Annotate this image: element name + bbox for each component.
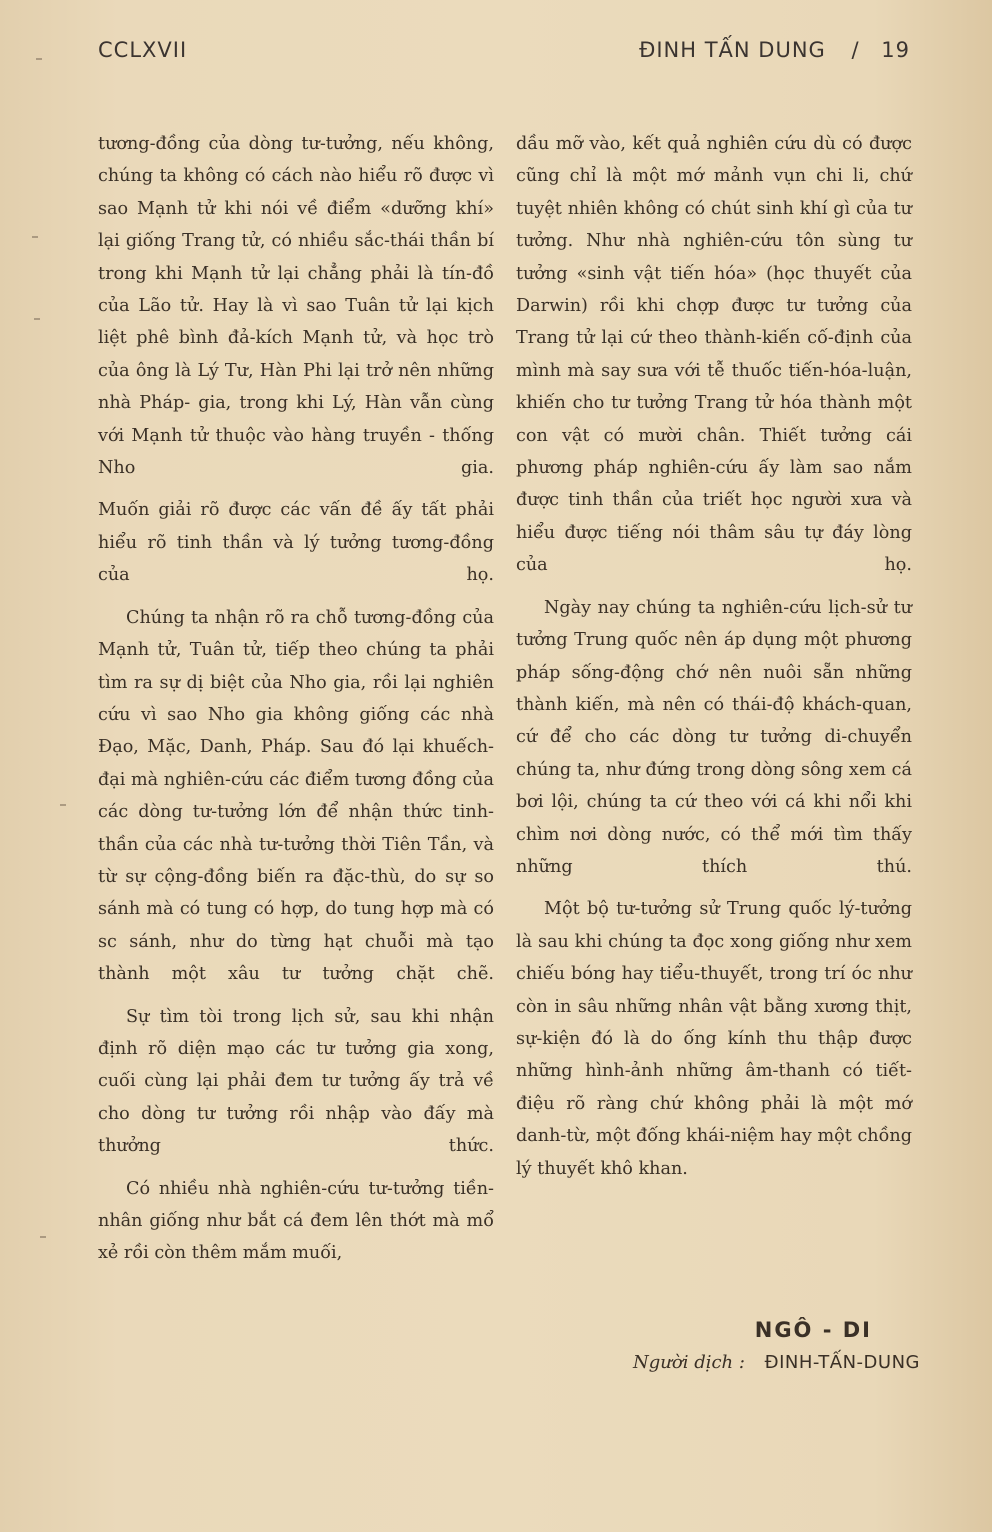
- margin-speck: [40, 1236, 46, 1238]
- page-header: [98, 32, 910, 68]
- paragraph: tương-đồng của dòng tư-tưởng, nếu không, chúng ta không có cách nào hiểu rõ được vì sao Mạnh tử khi nói về điểm «dưỡng khí» lại giống Trang tử, có nhiều sắc-thái thần bí trong khi Mạnh tử lại chẳng phải là tín-đồ của Lão tử. Hay là vì sao Tuân tử lại kịch liệt phê bình đả-kích Mạnh tử, và học trò của ông là Lý Tư, Hàn Phi lại trở nên những nhà Pháp- gia, trong khi Lý, Hàn vẫn cùng với Mạnh tử thuộc vào hàng truyền - thống Nho gia.: [98, 134, 494, 479]
- paragraph: Ngày nay chúng ta nghiên-cứu lịch-sử tư tưởng Trung quốc nên áp dụng một phương pháp sống-động chớ nên nuôi sẵn những thành kiến, mà nên có thái-độ khách-quan, cứ để cho các dòng tư tưởng di-chuyển chúng ta, như đứng trong dòng sông xem cá bơi lội, chúng ta cứ theo với cá khi nổi khi chìm nơi dòng nước, có thể mới tìm thấy những thích thú.: [516, 597, 912, 877]
- volume-number: CCLXVII: [98, 38, 188, 62]
- translator-label: Người dịch :: [633, 1352, 745, 1373]
- article-signature: [516, 1314, 920, 1380]
- translator-credit: [516, 1346, 920, 1380]
- margin-speck: [34, 318, 40, 320]
- running-head-separator: /: [851, 38, 860, 62]
- paragraph: Một bộ tư-tưởng sử Trung quốc lý-tưởng là sau khi chúng ta đọc xong giống như xem chiếu bóng hay tiểu-thuyết, trong trí óc như còn in sâu những nhân vật bằng xương thịt, sự-kiện đó là do ống kính thu thập được những hình-ảnh những âm-thanh có tiết-điệu rõ ràng chứ không phải là một mớ danh-từ, một đống khái-niệm hay một chồng lý thuyết khô khan.: [516, 899, 912, 1179]
- paragraph: Có nhiều nhà nghiên-cứu tư-tưởng tiền-nhân giống như bắt cá đem lên thớt mà mổ xẻ rồi còn thêm mắm muối,: [98, 1178, 494, 1264]
- author-name: NGÔ - DI: [754, 1318, 872, 1342]
- page-number: 19: [881, 38, 910, 62]
- margin-speck: [60, 804, 66, 806]
- paragraph: Chúng ta nhận rõ ra chỗ tương-đồng của Mạnh tử, Tuân tử, tiếp theo chúng ta phải tìm ra sự dị biệt của Nho gia, rồi lại nghiên cứu vì sao Nho gia không giống các nhà Đạo, Mặc, Danh, Pháp. Sau đó lại khuếch-đại mà nghiên-cứu các điểm tương đồng của các dòng tư-tưởng lớn để nhận thức tinh-thần của các nhà tư-tưởng thời Tiên Tần, và từ sự cộng-đồng biến ra đặc-thù, do sự so sánh mà có tung có hợp, do tung hợp mà có sc sánh, như do từng hạt chuỗi mà tạo thành một xâu tư tưởng chặt chẽ.: [98, 607, 494, 985]
- translator-name: ĐINH-TẤN-DUNG: [764, 1352, 920, 1373]
- paragraph: dầu mỡ vào, kết quả nghiên cứu dù có được cũng chỉ là một mớ mảnh vụn chi li, chứ tuyệt nhiên không có chút sinh khí gì của tư tưởng. Như nhà nghiên-cứu tôn sùng tư tưởng «sinh vật tiến hóa» (học thuyết của Darwin) rồi khi chợp được tư tưởng của Trang tử lại cứ theo thành-kiến cố-định của mình mà say sưa với tễ thuốc tiến-hóa-luận, khiến cho tư tưởng Trang tử hóa thành một con vật có mười chân. Thiết tưởng cái phương pháp nghiên-cứu ấy làm sao nắm được tinh thần của triết học người xưa và hiểu được tiếng nói thâm sâu tự đáy lòng của họ.: [516, 134, 912, 576]
- margin-speck: [36, 58, 42, 60]
- paragraph: Muốn giải rõ được các vấn đề ấy tất phải hiểu rõ tinh thần và lý tưởng tương-đồng của họ.: [98, 500, 494, 586]
- margin-speck: [32, 236, 38, 238]
- paragraph: Sự tìm tòi trong lịch sử, sau khi nhận định rõ diện mạo các tư tưởng gia xong, cuối cùng lại phải đem tư tưởng ấy trả về cho dòng tư tưởng rồi nhập vào đấy mà thưởng thức.: [98, 1006, 494, 1157]
- running-head-author: ĐINH TẤN DUNG: [639, 38, 826, 62]
- running-head: [639, 38, 910, 62]
- left-column: [98, 128, 494, 1270]
- right-column: [516, 128, 912, 1185]
